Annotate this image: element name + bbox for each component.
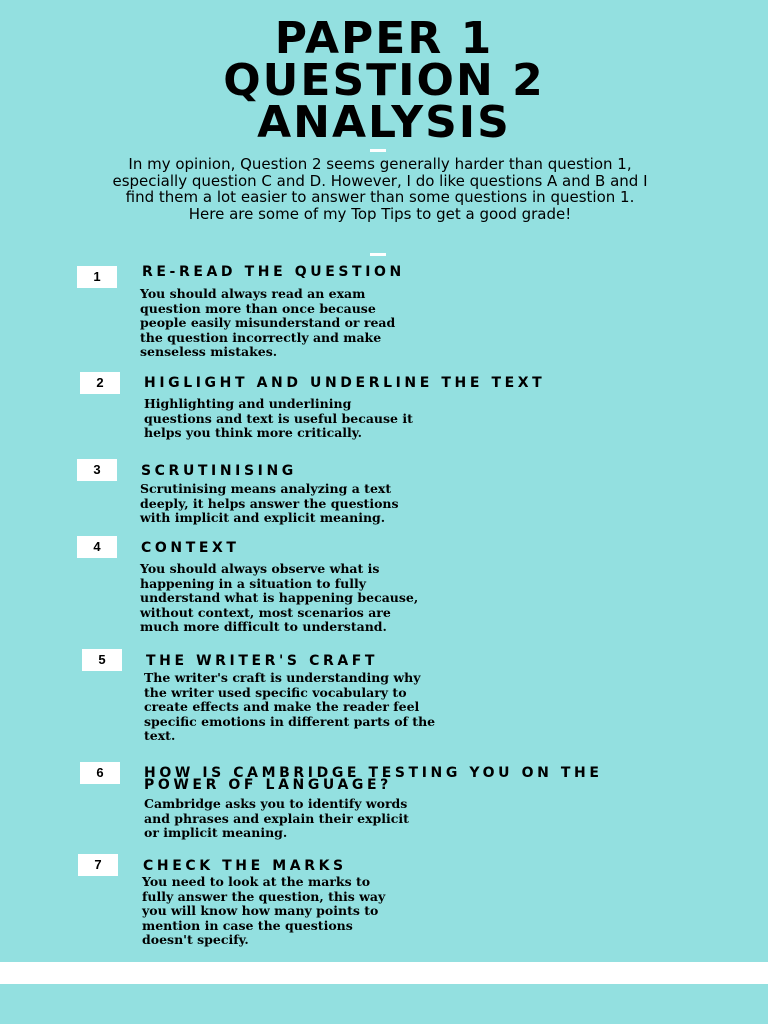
tip-1-heading: RE-READ THE QUESTION — [142, 264, 405, 280]
tip-6-body: Cambridge asks you to identify words and phrases and explain their explicit or implicit meaning. — [144, 796, 409, 840]
tip-3-number-box: 3 — [77, 459, 117, 481]
title-line-2: QUESTION 2 — [223, 55, 545, 106]
tip-6-number-box: 6 — [80, 762, 120, 784]
title-line-3: ANALYSIS — [257, 97, 511, 148]
tip-2-heading: HIGLIGHT AND UNDERLINE THE TEXT — [144, 375, 546, 391]
tip-5-heading: THE WRITER'S CRAFT — [146, 653, 379, 669]
tip-4-heading: CONTEXT — [141, 540, 240, 556]
title-line-1: PAPER 1 — [274, 13, 494, 64]
tip-7-body: You need to look at the marks to fully answer the question, this way you will know how many points to mention in case the questions doesn't specify. — [142, 874, 386, 947]
tip-5-body: The writer's craft is understanding why the writer used specific vocabulary to create effects and make the reader feel specific emotions in different parts of the text. — [144, 670, 436, 743]
tip-3-body: Scrutinising means analyzing a text deeply, it helps answer the questions with implicit and explicit meaning. — [140, 481, 399, 525]
tip-4-number-box: 4 — [77, 536, 117, 558]
tip-2-body: Highlighting and underlining questions and text is useful because it helps you think more critically. — [144, 396, 413, 440]
tip-1-body: You should always read an exam question more than once because people easily misunderstand or read the question incorrectly and make senseless mistakes. — [140, 286, 396, 359]
tip-5-number-box: 5 — [82, 649, 122, 671]
footer-band — [0, 984, 768, 1024]
tip-7-number-box: 7 — [78, 854, 118, 876]
tip-1-number-box: 1 — [77, 266, 117, 288]
tip-4-body: You should always observe what is happening in a situation to fully understand what is happening because, without context, most scenarios are much more difficult to understand. — [140, 561, 419, 634]
tip-3-heading: SCRUTINISING — [141, 463, 297, 479]
divider-top — [370, 149, 386, 152]
tip-7-heading: CHECK THE MARKS — [143, 858, 347, 874]
tip-2-number-box: 2 — [80, 372, 120, 394]
intro-paragraph: In my opinion, Question 2 seems generally harder than question 1, especially question C and D. However, I do like questions A and B and I find them a lot easier to answer than some questions in question 1. Here are some of my Top Tips to get a good grade! — [112, 155, 648, 223]
tip-6-heading: HOW IS CAMBRIDGE TESTING YOU ON THE POWER OF LANGUAGE? — [144, 765, 603, 793]
divider-bottom — [370, 253, 386, 256]
